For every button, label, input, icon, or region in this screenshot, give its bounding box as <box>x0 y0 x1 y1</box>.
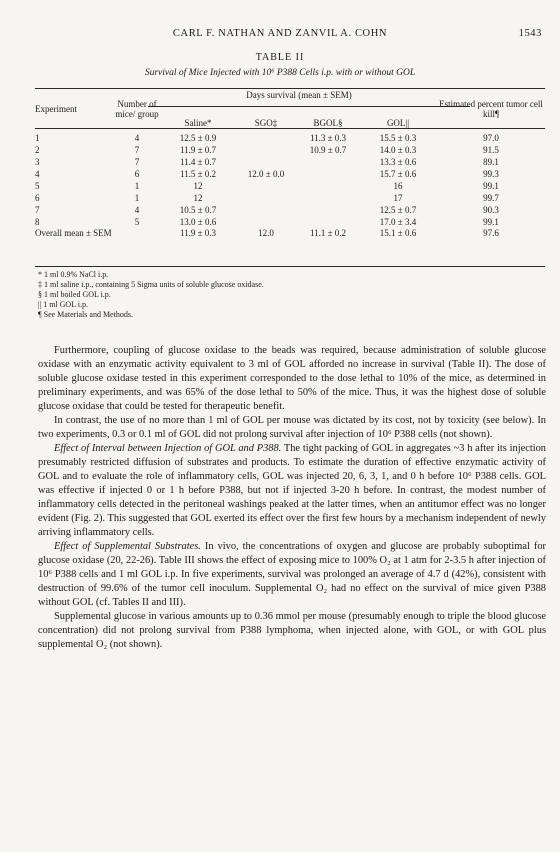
table-row: 1 4 12.5 ± 0.9 11.3 ± 0.3 15.5 ± 0.3 97.0 <box>35 133 499 143</box>
paragraph: Furthermore, coupling of glucose oxidase to the beads was required, because administration of soluble glucose oxidase with an enzymatic activity equivalent to 3 ml of GOL afforded no increase in survival (Table II). The dose of soluble glucose oxidase tested in this experiment corresponded to the dose lethal to 10% of the mice, as determined in preliminary experiments, and was 65% of the dose lethal to 50% of the mice. Thus, it was the highest dose of soluble glucose oxidase that could be tested for therapeutic benefit. <box>38 345 546 412</box>
paragraph: In contrast, the use of no more than 1 ml of GOL per mouse was dictated by its cost, not by toxicity (see below). In two experiments, 0.3 or 0.1 ml of GOL did not prolong survival after injection of 10⁶ P388 cells (not shown). <box>38 415 546 440</box>
table-footnotes <box>38 270 538 320</box>
col-estimated-kill: Estimated percent tumor cell kill¶ <box>439 99 543 119</box>
body-text <box>38 344 546 652</box>
page-number: 1543 <box>518 28 542 39</box>
col-bgol: BGOL§ <box>313 118 343 128</box>
section-heading: Effect of Interval between Injection of GOL and P388. <box>54 443 282 454</box>
table-row: 5 1 12 16 99.1 <box>35 181 499 191</box>
paragraph: Supplemental glucose in various amounts up to 0.36 mmol per mouse (presumably enough to triple the blood glucose concentration) did not prolong survival from P388 lymphoma, when injected alone, with GOL, or with GOL plus supplemental O₂ (not shown). <box>38 611 546 650</box>
paragraph-text: The tight packing of GOL in aggregates ~3 h after its injection presumably restricted diffusion of substrates and products. To estimate the duration of effective enzymatic activity of GOL and to evaluate the role of inflammatory cells, GOL was injected 20, 6, 3, 1, and 0 h before 10⁶ P388 cells. GOL was effective if injected 0 or 1 h before P388, but not if injected 3-20 h before. In contrast, the modest number of inflammatory cells detected in the peritoneal washings peaked at the latter times, when an antitumor effect was no longer evident (Fig. 2). This suggested that GOL exerted its effect over the first few hours by a mechanism independent of newly arriving inflammatory cells. <box>38 443 546 538</box>
col-mice-group: Number of mice/ group <box>115 99 159 119</box>
col-experiment: Experiment <box>35 104 77 114</box>
footnote: ‡ 1 ml saline i.p., containing 5 Sigma units of soluble glucose oxidase. <box>38 280 264 289</box>
table-row: 8 5 13.0 ± 0.6 17.0 ± 3.4 99.1 <box>35 217 499 227</box>
col-saline: Saline* <box>184 118 212 128</box>
table-row-overall: Overall mean ± SEM 11.9 ± 0.3 12.0 11.1 ± 0.2 15.1 ± 0.6 97.6 <box>35 228 499 238</box>
table-title: TABLE II <box>255 52 305 63</box>
table-row: 4 6 11.5 ± 0.2 12.0 ± 0.0 15.7 ± 0.6 99.3 <box>35 169 499 179</box>
paragraph <box>38 540 546 610</box>
table-row: 6 1 12 17 99.7 <box>35 193 499 203</box>
paragraph <box>38 442 546 540</box>
table-row: 7 4 10.5 ± 0.7 12.5 ± 0.7 90.3 <box>35 205 499 215</box>
running-head-authors: CARL F. NATHAN AND ZANVIL A. COHN <box>172 28 388 39</box>
footnote: ¶ See Materials and Methods. <box>38 310 133 319</box>
table-row: 3 7 11.4 ± 0.7 13.3 ± 0.6 89.1 <box>35 157 499 167</box>
table-top-rule <box>35 88 545 89</box>
table-subtitle: Survival of Mice Injected with 10⁶ P388 Cells i.p. with or without GOL <box>144 68 416 78</box>
footnote: § 1 ml boiled GOL i.p. <box>38 290 111 299</box>
col-days-survival: Days survival (mean ± SEM) <box>246 90 352 100</box>
footnote: * 1 ml 0.9% NaCl i.p. <box>38 270 109 279</box>
footnote: || 1 ml GOL i.p. <box>38 300 89 309</box>
table-bottom-rule <box>35 266 545 267</box>
table-row: 2 7 11.9 ± 0.7 10.9 ± 0.7 14.0 ± 0.3 91.5 <box>35 145 499 155</box>
survival-table <box>35 90 545 240</box>
section-heading: Effect of Supplemental Substrates. <box>54 541 201 552</box>
col-gol: GOL|| <box>386 118 410 128</box>
paragraph-text: In vivo, the concentrations of oxygen and glucose are probably suboptimal for glucose oxidase (20, 22-26). Table III shows the effect of exposing mice to 100% O₂ at 1 atm for 2-3.5 h after injection of 10⁶ P388 cells and 1 ml GOL i.p. In five experiments, survival was prolonged an average of 4.7 d (42%), consistent with destruction of 99.6% of the tumor cell inoculum. Supplemental O₂ had no effect on the survival of mice given P388 without GOL (cf. Tables II and III). <box>38 541 547 608</box>
col-sgo: SGO‡ <box>254 118 278 128</box>
running-head <box>0 28 560 42</box>
